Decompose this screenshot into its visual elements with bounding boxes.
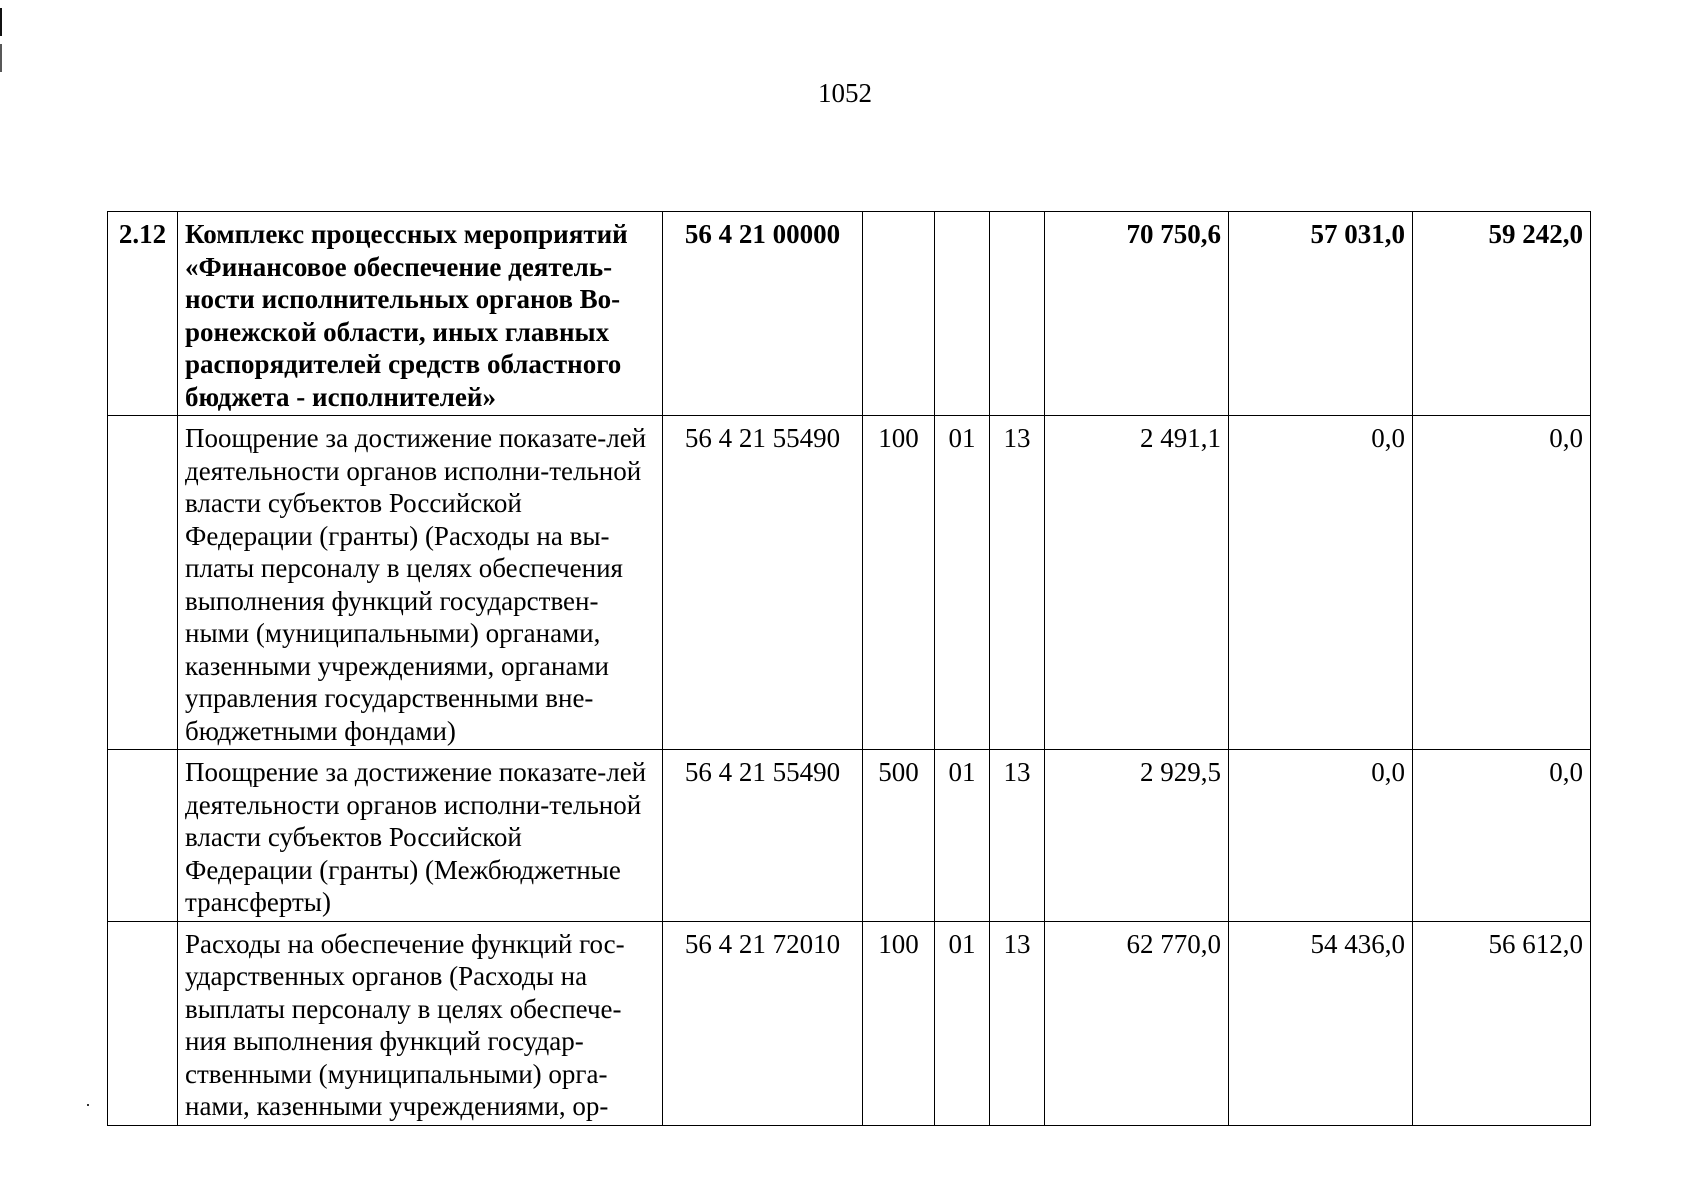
- amount-year2-cell: 0,0: [1229, 416, 1413, 750]
- target-article-code-cell: 56 4 21 72010: [663, 921, 863, 1125]
- scan-speck: [87, 1104, 89, 1106]
- target-article-code-cell: 56 4 21 55490: [663, 416, 863, 750]
- description-cell: Комплекс процессных мероприятий «Финансовое обеспечение деятель-ности исполнительных органов Во-ронежской области, иных главных распорядителей средств областного бюджета - исполнителей»: [178, 212, 663, 416]
- section-cell: [935, 212, 990, 416]
- amount-year1-cell: 2 929,5: [1045, 750, 1229, 922]
- table-row: [108, 750, 1591, 922]
- expense-type-cell: 100: [863, 921, 935, 1125]
- row-number-cell: 2.12: [108, 212, 178, 416]
- amount-year2-cell: 54 436,0: [1229, 921, 1413, 1125]
- subsection-cell: 13: [990, 416, 1045, 750]
- amount-year2-cell: 57 031,0: [1229, 212, 1413, 416]
- table-row: [108, 921, 1591, 1125]
- expense-type-cell: 100: [863, 416, 935, 750]
- description-cell: Поощрение за достижение показате-лей деятельности органов исполни-тельной власти субъектов Российской Федерации (гранты) (Межбюджетные трансферты): [178, 750, 663, 922]
- amount-year1-cell: 2 491,1: [1045, 416, 1229, 750]
- subsection-cell: 13: [990, 750, 1045, 922]
- amount-year1-cell: 62 770,0: [1045, 921, 1229, 1125]
- page-number: 1052: [818, 78, 872, 108]
- section-cell: 01: [935, 921, 990, 1125]
- description-cell: Поощрение за достижение показате-лей деятельности органов исполни-тельной власти субъектов Российской Федерации (гранты) (Расходы на вы-платы персоналу в целях обеспечения выполнения функций государствен-ными (муниципальными) органами, казенными учреждениями, органами управления государственными вне-бюджетными фондами): [178, 416, 663, 750]
- table-row: [108, 212, 1591, 416]
- amount-year3-cell: 56 612,0: [1413, 921, 1591, 1125]
- scan-edge-mark: [0, 44, 2, 72]
- target-article-code-cell: 56 4 21 55490: [663, 750, 863, 922]
- amount-year3-cell: 0,0: [1413, 750, 1591, 922]
- amount-year3-cell: 59 242,0: [1413, 212, 1591, 416]
- expense-type-cell: [863, 212, 935, 416]
- row-number-cell: [108, 750, 178, 922]
- section-cell: 01: [935, 750, 990, 922]
- expense-type-cell: 500: [863, 750, 935, 922]
- section-cell: 01: [935, 416, 990, 750]
- table-row: [108, 416, 1591, 750]
- amount-year1-cell: 70 750,6: [1045, 212, 1229, 416]
- budget-table: [107, 211, 1591, 1126]
- amount-year3-cell: 0,0: [1413, 416, 1591, 750]
- subsection-cell: [990, 212, 1045, 416]
- description-cell: Расходы на обеспечение функций гос-ударственных органов (Расходы на выплаты персоналу в целях обеспече-ния выполнения функций государ-ственными (муниципальными) орга-нами, казенными учреждениями, ор-: [178, 921, 663, 1125]
- target-article-code-cell: 56 4 21 00000: [663, 212, 863, 416]
- row-number-cell: [108, 921, 178, 1125]
- amount-year2-cell: 0,0: [1229, 750, 1413, 922]
- subsection-cell: 13: [990, 921, 1045, 1125]
- scan-edge-mark: [0, 8, 2, 36]
- row-number-cell: [108, 416, 178, 750]
